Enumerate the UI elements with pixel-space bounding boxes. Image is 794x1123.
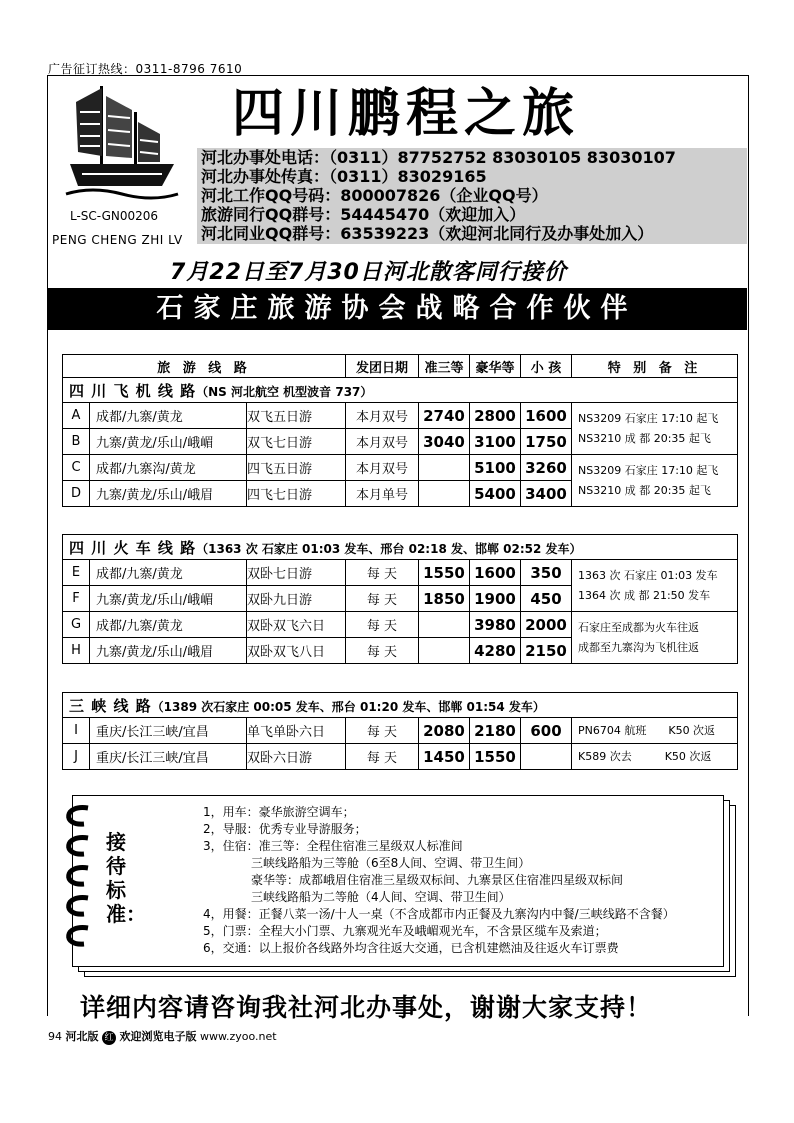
contact-phone: 河北办事处电话：（0311）87752752 83030105 83030107 xyxy=(201,148,676,167)
price-standard xyxy=(419,481,470,507)
route-name: 重庆/长江三峡/宜昌 xyxy=(90,718,247,744)
table-row xyxy=(63,718,738,744)
header-luxury: 豪华等 xyxy=(470,355,521,378)
reception-standards-box xyxy=(72,795,724,967)
price-luxury: 2180 xyxy=(470,718,521,744)
price-child: 1750 xyxy=(521,429,572,455)
price-standard: 3040 xyxy=(419,429,470,455)
standard-item: 2，导服：优秀专业导游服务； xyxy=(203,822,367,836)
standard-item: 豪华等：成都峨眉住宿准三星级双标间、九寨景区住宿准四星级双标间 xyxy=(203,873,624,887)
table-header-row xyxy=(63,355,738,378)
header-date: 发团日期 xyxy=(346,355,419,378)
price-child: 600 xyxy=(521,718,572,744)
ebook-text: 欢迎浏览电子版 xyxy=(119,1030,197,1043)
table-row xyxy=(63,744,738,770)
price-standard xyxy=(419,612,470,638)
table-row xyxy=(63,455,738,481)
gorge-routes-table xyxy=(62,692,738,770)
brand-pinyin: PENG CHENG ZHI LV xyxy=(52,233,183,247)
transport-note: K589 次去 K50 次返 xyxy=(572,744,738,770)
standard-item: 5，门票：全程大小门票、九寨观光车及峨嵋观光车，不含景区缆车及索道； xyxy=(203,924,607,938)
route-name: 成都/九寨/黄龙 xyxy=(90,560,247,586)
train-note xyxy=(572,560,738,612)
price-luxury: 1900 xyxy=(470,586,521,612)
route-code: B xyxy=(63,429,90,455)
route-code: E xyxy=(63,560,90,586)
departure-date: 每 天 xyxy=(346,560,419,586)
route-name: 九寨/黄龙/乐山/峨眉 xyxy=(90,481,247,507)
departure-date: 每 天 xyxy=(346,612,419,638)
ad-hotline: 广告征订热线：0311-8796 7610 xyxy=(48,62,243,76)
price-luxury: 5400 xyxy=(470,481,521,507)
price-child: 3400 xyxy=(521,481,572,507)
brand-title: 四川鹏程之旅 xyxy=(232,84,581,144)
note-line: NS3210 成 都 20:35 起飞 xyxy=(578,483,711,497)
route-code: C xyxy=(63,455,90,481)
license-code: L-SC-GN00206 xyxy=(70,209,159,223)
departure-date: 本月双号 xyxy=(346,429,419,455)
spiral-binding-icon xyxy=(58,800,104,960)
page-footer xyxy=(48,1028,277,1045)
route-name: 成都/九寨/黄龙 xyxy=(90,612,247,638)
price-luxury: 1600 xyxy=(470,560,521,586)
price-standard: 2080 xyxy=(419,718,470,744)
route-mode: 四飞五日游 xyxy=(247,455,346,481)
route-mode: 双卧双飞八日 xyxy=(247,638,346,664)
price-standard: 1550 xyxy=(419,560,470,586)
route-code: I xyxy=(63,718,90,744)
header-notes: 特 别 备 注 xyxy=(572,355,738,378)
edition-label: 河北版 xyxy=(65,1030,99,1043)
note-line: NS3210 成 都 20:35 起飞 xyxy=(578,431,711,445)
departure-date: 每 天 xyxy=(346,718,419,744)
contact-qq-group-peer: 河北同业QQ群号：63539223（欢迎河北同行及办事处加入） xyxy=(201,224,654,243)
route-code: F xyxy=(63,586,90,612)
route-mode: 双卧七日游 xyxy=(247,560,346,586)
price-child: 2000 xyxy=(521,612,572,638)
departure-date: 每 天 xyxy=(346,586,419,612)
route-name: 成都/九寨/黄龙 xyxy=(90,403,247,429)
contact-fax: 河北办事处传真：（0311）83029165 xyxy=(201,167,487,186)
price-luxury: 3100 xyxy=(470,429,521,455)
route-name: 成都/九寨沟/黄龙 xyxy=(90,455,247,481)
partner-banner: 石家庄旅游协会战略合作伙伴 xyxy=(47,288,747,330)
route-code: H xyxy=(63,638,90,664)
section-header-gorge xyxy=(63,693,738,718)
site-link[interactable]: www.zyoo.net xyxy=(200,1030,277,1043)
departure-date: 每 天 xyxy=(346,744,419,770)
section-subtitle: （1363 次 石家庄 01:03 发车、邢台 02:18 发、邯郸 02:52 发车） xyxy=(196,541,582,556)
train-note xyxy=(572,612,738,664)
section-header-train xyxy=(63,535,738,560)
departure-date: 本月双号 xyxy=(346,403,419,429)
price-child: 3260 xyxy=(521,455,572,481)
note-line: NS3209 石家庄 17:10 起飞 xyxy=(578,411,719,425)
air-routes-table xyxy=(62,354,738,507)
standard-item: 4，用餐：正餐八菜一汤/十人一桌（不含成都市内正餐及九寨沟内中餐/三峡线路不含餐） xyxy=(203,907,675,921)
section-subtitle: （1389 次石家庄 00:05 发车、邢台 01:20 发车、邯郸 01:54 发车） xyxy=(151,699,545,714)
train-routes-table xyxy=(62,534,738,664)
standard-item: 3，住宿：准三等：全程住宿准三星级双人标准间 xyxy=(203,839,463,853)
route-name: 九寨/黄龙/乐山/峨眉 xyxy=(90,638,247,664)
route-mode: 双飞五日游 xyxy=(247,403,346,429)
departure-date: 每 天 xyxy=(346,638,419,664)
contact-callout: 详细内容请咨询我社河北办事处，谢谢大家支持！ xyxy=(80,993,653,1022)
publication-badge-icon: 红 xyxy=(102,1031,116,1045)
price-child: 450 xyxy=(521,586,572,612)
route-mode: 双飞七日游 xyxy=(247,429,346,455)
route-code: G xyxy=(63,612,90,638)
contact-qq-group-travel: 旅游同行QQ群号：54445470（欢迎加入） xyxy=(201,205,526,224)
route-mode: 双卧六日游 xyxy=(247,744,346,770)
price-standard xyxy=(419,638,470,664)
standard-item: 6，交通：以上报价各线路外均含往返大交通，已含机建燃油及往返火车订票费 xyxy=(203,941,619,955)
route-mode: 双卧双飞六日 xyxy=(247,612,346,638)
flight-note xyxy=(572,403,738,455)
departure-date: 本月单号 xyxy=(346,481,419,507)
table-row xyxy=(63,403,738,429)
route-mode: 单飞单卧六日 xyxy=(247,718,346,744)
section-subtitle: （NS 河北航空 机型波音 737） xyxy=(196,384,373,399)
standard-item: 三峡线路船为三等舱（6至8人间、空调、带卫生间） xyxy=(203,856,531,870)
header-child: 小 孩 xyxy=(521,355,572,378)
note-line: 1364 次 成 都 21:50 发车 xyxy=(578,588,711,602)
reception-standards-title: 接待标准： xyxy=(106,830,146,926)
departure-date: 本月双号 xyxy=(346,455,419,481)
route-code: A xyxy=(63,403,90,429)
route-code: D xyxy=(63,481,90,507)
contact-qq: 河北工作QQ号码：800007826（企业QQ号） xyxy=(201,186,548,205)
price-child: 350 xyxy=(521,560,572,586)
price-standard xyxy=(419,455,470,481)
price-standard: 2740 xyxy=(419,403,470,429)
section-title: 四 川 飞 机 线 路 xyxy=(69,381,197,400)
price-dateline: 7月22日至7月30日河北散客同行接价 xyxy=(170,260,567,285)
section-title: 四 川 火 车 线 路 xyxy=(69,538,197,557)
page-number: 94 xyxy=(48,1030,62,1043)
junk-boat-logo-icon xyxy=(62,82,182,202)
price-child: 2150 xyxy=(521,638,572,664)
price-luxury: 3980 xyxy=(470,612,521,638)
flight-note xyxy=(572,455,738,507)
contact-block xyxy=(197,148,747,244)
table-row xyxy=(63,612,738,638)
route-name: 九寨/黄龙/乐山/峨嵋 xyxy=(90,429,247,455)
price-luxury: 2800 xyxy=(470,403,521,429)
price-child xyxy=(521,744,572,770)
note-line: 成都至九寨沟为飞机往返 xyxy=(578,640,699,654)
header-standard: 准三等 xyxy=(419,355,470,378)
route-name: 重庆/长江三峡/宜昌 xyxy=(90,744,247,770)
route-mode: 四飞七日游 xyxy=(247,481,346,507)
route-code: J xyxy=(63,744,90,770)
price-luxury: 4280 xyxy=(470,638,521,664)
price-luxury: 1550 xyxy=(470,744,521,770)
section-header-air xyxy=(63,378,738,403)
table-row xyxy=(63,560,738,586)
transport-note: PN6704 航班 K50 次返 xyxy=(572,718,738,744)
note-line: 石家庄至成都为火车往返 xyxy=(578,620,699,634)
price-standard: 1850 xyxy=(419,586,470,612)
note-line: NS3209 石家庄 17:10 起飞 xyxy=(578,463,719,477)
note-line: 1363 次 石家庄 01:03 发车 xyxy=(578,568,718,582)
header-route: 旅 游 线 路 xyxy=(63,355,346,378)
standard-item: 三峡线路船为二等舱（4人间、空调、带卫生间） xyxy=(203,890,511,904)
section-title: 三 峡 线 路 xyxy=(69,696,152,715)
standard-item: 1，用车：豪华旅游空调车； xyxy=(203,805,355,819)
route-mode: 双卧九日游 xyxy=(247,586,346,612)
price-child: 1600 xyxy=(521,403,572,429)
price-standard: 1450 xyxy=(419,744,470,770)
price-luxury: 5100 xyxy=(470,455,521,481)
route-name: 九寨/黄龙/乐山/峨嵋 xyxy=(90,586,247,612)
